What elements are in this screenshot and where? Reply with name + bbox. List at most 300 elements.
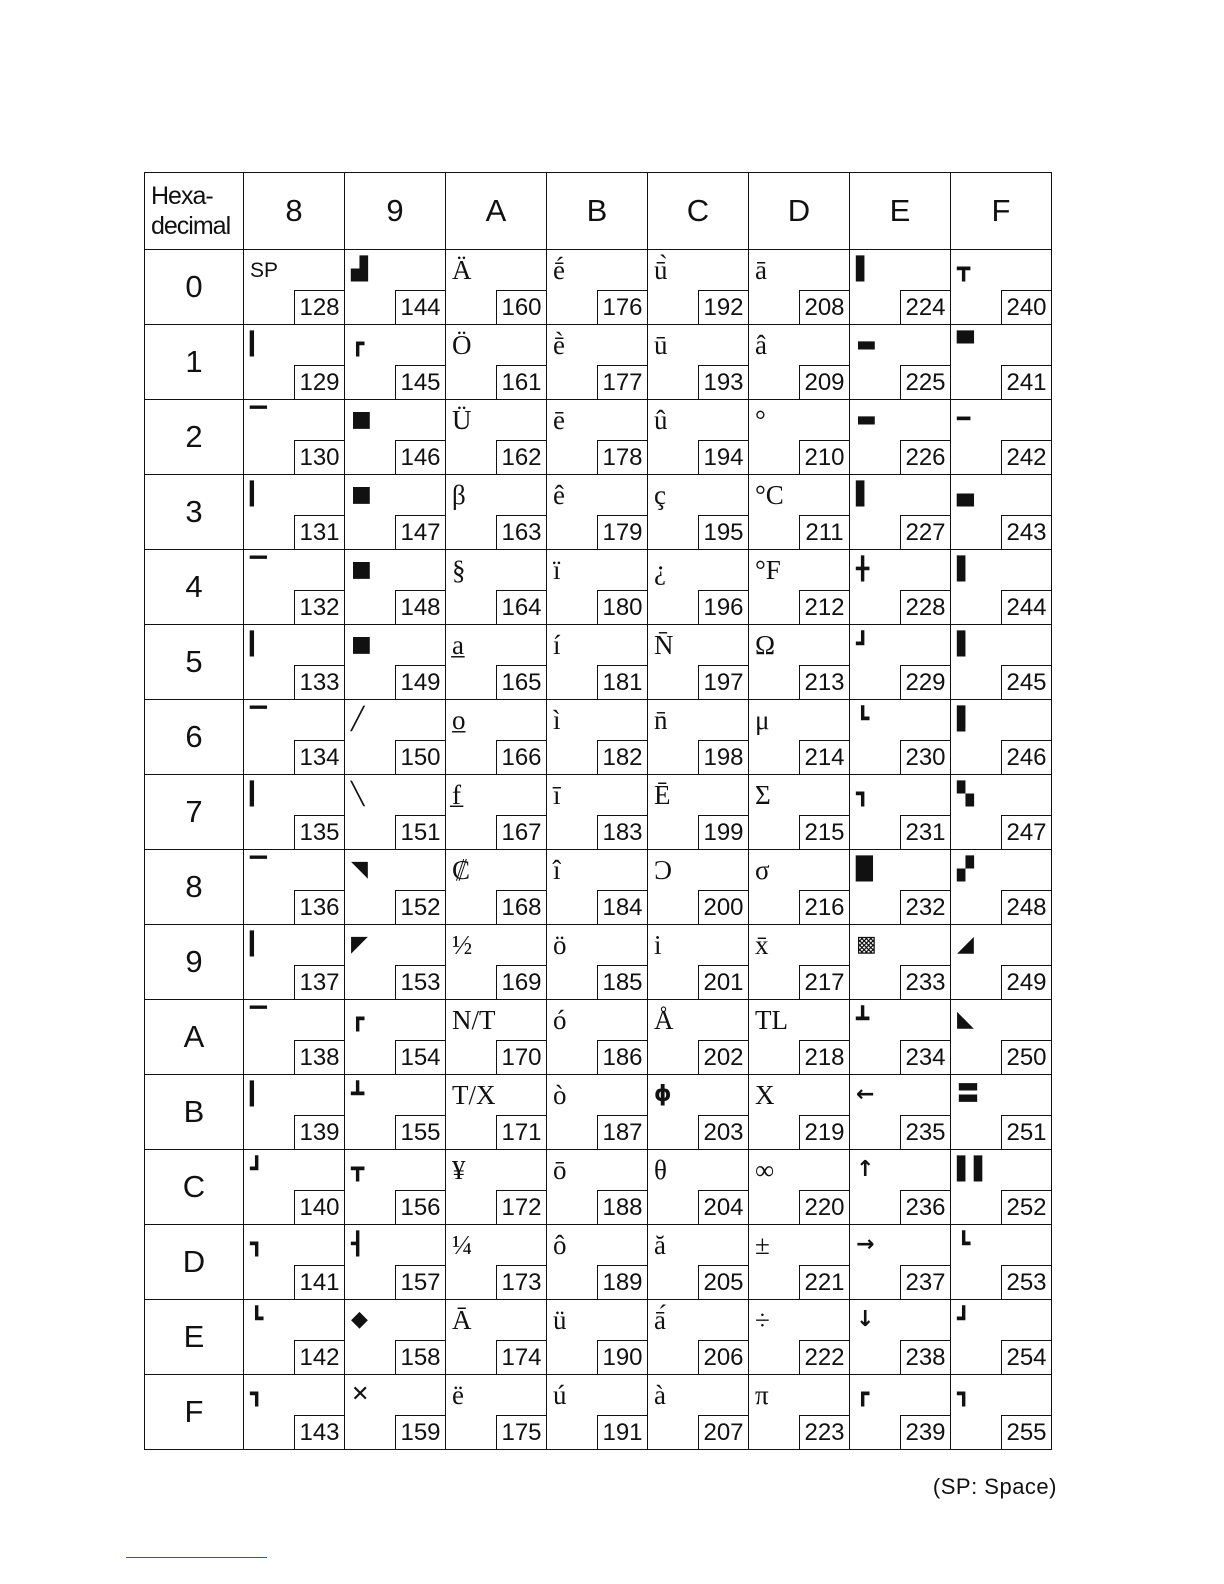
- table-row: [145, 1225, 1052, 1300]
- char-glyph: ê: [553, 480, 565, 510]
- char-cell: [547, 1075, 648, 1150]
- char-glyph: ë: [452, 1380, 464, 1410]
- decimal-code: 246: [1001, 740, 1051, 774]
- decimal-code: 200: [698, 890, 748, 924]
- char-cell: [648, 250, 749, 325]
- char-glyph: ▌▌: [957, 1157, 991, 1182]
- column-header: A: [446, 173, 547, 250]
- table-row: [145, 775, 1052, 850]
- decimal-code: 250: [1001, 1040, 1051, 1074]
- char-glyph: ē: [553, 405, 565, 435]
- char-cell: [850, 850, 951, 925]
- char-cell: [446, 775, 547, 850]
- decimal-code: 186: [597, 1040, 647, 1074]
- char-cell: [749, 1150, 850, 1225]
- char-glyph: ▌: [957, 707, 974, 732]
- char-glyph: ▬: [856, 407, 877, 432]
- decimal-code: 134: [294, 740, 344, 774]
- char-cell: [951, 700, 1052, 775]
- char-cell: [244, 625, 345, 700]
- char-cell: [951, 1225, 1052, 1300]
- char-cell: [345, 1150, 446, 1225]
- char-glyph: °F: [755, 555, 781, 585]
- char-cell: [345, 700, 446, 775]
- char-glyph: ▀: [957, 332, 974, 357]
- char-cell: [446, 1075, 547, 1150]
- char-glyph: ▚: [957, 782, 974, 807]
- decimal-code: 230: [900, 740, 950, 774]
- char-cell: [951, 250, 1052, 325]
- char-cell: [648, 1225, 749, 1300]
- char-glyph: N/T: [452, 1005, 496, 1035]
- char-glyph: σ: [755, 855, 770, 885]
- row-header: 9: [145, 925, 244, 1000]
- char-cell: [648, 1075, 749, 1150]
- row-header: A: [145, 1000, 244, 1075]
- decimal-code: 223: [799, 1415, 849, 1449]
- footnote: (SP: Space): [932, 1474, 1057, 1499]
- decimal-code: 224: [900, 290, 950, 324]
- char-cell: [446, 550, 547, 625]
- char-glyph: SP: [250, 259, 279, 282]
- char-glyph: ō: [553, 1155, 567, 1185]
- decimal-code: 253: [1001, 1265, 1051, 1299]
- decimal-code: 183: [597, 815, 647, 849]
- char-cell: [749, 625, 850, 700]
- decimal-code: 215: [799, 815, 849, 849]
- char-glyph: í: [553, 630, 561, 660]
- char-glyph: ÷: [755, 1305, 770, 1335]
- decimal-code: 212: [799, 590, 849, 624]
- char-cell: [648, 700, 749, 775]
- char-cell: [850, 1375, 951, 1450]
- char-glyph: Å: [654, 1005, 674, 1035]
- decimal-code: 210: [799, 440, 849, 474]
- char-glyph: ḕ: [553, 330, 565, 360]
- decimal-code: 132: [294, 590, 344, 624]
- decimal-code: 135: [294, 815, 344, 849]
- char-glyph: ▎: [250, 1082, 267, 1107]
- decimal-code: 136: [294, 890, 344, 924]
- row-header: 6: [145, 700, 244, 775]
- decimal-code: 214: [799, 740, 849, 774]
- char-glyph: ā́: [654, 1305, 666, 1335]
- char-cell: [850, 1300, 951, 1375]
- decimal-code: 130: [294, 440, 344, 474]
- char-cell: [446, 625, 547, 700]
- char-cell: [648, 1000, 749, 1075]
- char-glyph: ½: [452, 930, 473, 960]
- char-cell: [749, 1075, 850, 1150]
- decimal-code: 217: [799, 965, 849, 999]
- char-glyph: ▄: [957, 482, 974, 507]
- decimal-code: 178: [597, 440, 647, 474]
- decimal-code: 254: [1001, 1340, 1051, 1374]
- decimal-code: 221: [799, 1265, 849, 1299]
- decimal-code: 204: [698, 1190, 748, 1224]
- char-cell: [850, 625, 951, 700]
- char-glyph: N̄: [654, 630, 674, 660]
- decimal-code: 244: [1001, 590, 1051, 624]
- decimal-code: 163: [496, 515, 546, 549]
- char-cell: [648, 1300, 749, 1375]
- char-cell: [547, 325, 648, 400]
- decimal-code: 133: [294, 665, 344, 699]
- char-glyph: f̲: [452, 780, 461, 810]
- char-cell: [850, 775, 951, 850]
- char-cell: [749, 325, 850, 400]
- char-glyph: ϕ: [654, 1082, 672, 1107]
- decimal-code: 171: [496, 1115, 546, 1149]
- char-glyph: ū̀: [654, 255, 668, 285]
- row-header: E: [145, 1300, 244, 1375]
- char-glyph: ▔: [250, 407, 267, 432]
- decimal-code: 242: [1001, 440, 1051, 474]
- char-cell: [244, 925, 345, 1000]
- char-cell: [244, 1375, 345, 1450]
- char-cell: [547, 1300, 648, 1375]
- decimal-code: 142: [294, 1340, 344, 1374]
- decimal-code: 196: [698, 590, 748, 624]
- char-glyph: ┓: [250, 1232, 264, 1257]
- table-row: [145, 325, 1052, 400]
- decimal-code: 232: [900, 890, 950, 924]
- char-glyph: 〓: [957, 1082, 980, 1107]
- char-glyph: ┓: [856, 782, 870, 807]
- decimal-code: 226: [900, 440, 950, 474]
- char-glyph: ┳: [351, 1157, 365, 1182]
- char-cell: [446, 475, 547, 550]
- char-glyph: ◢: [957, 932, 974, 957]
- char-glyph: ü: [553, 1305, 567, 1335]
- char-cell: [446, 850, 547, 925]
- decimal-code: 234: [900, 1040, 950, 1074]
- char-cell: [648, 925, 749, 1000]
- char-glyph: ▩: [856, 932, 877, 957]
- char-cell: [446, 925, 547, 1000]
- char-cell: [749, 850, 850, 925]
- char-glyph: ū: [654, 330, 668, 360]
- decimal-code: 179: [597, 515, 647, 549]
- decimal-code: 205: [698, 1265, 748, 1299]
- char-cell: [850, 925, 951, 1000]
- char-cell: [951, 775, 1052, 850]
- char-cell: [648, 1150, 749, 1225]
- char-glyph: ā: [755, 255, 767, 285]
- char-glyph: Ω: [755, 630, 776, 660]
- char-cell: [345, 1000, 446, 1075]
- decimal-code: 187: [597, 1115, 647, 1149]
- decimal-code: 190: [597, 1340, 647, 1374]
- char-glyph: ▎: [250, 332, 267, 357]
- table-row: [145, 400, 1052, 475]
- char-glyph: →: [856, 1232, 875, 1257]
- decimal-code: 128: [294, 290, 344, 324]
- char-cell: [749, 475, 850, 550]
- char-cell: [244, 325, 345, 400]
- char-cell: [244, 1075, 345, 1150]
- decimal-code: 206: [698, 1340, 748, 1374]
- decimal-code: 228: [900, 590, 950, 624]
- row-header: D: [145, 1225, 244, 1300]
- table-row: [145, 1075, 1052, 1150]
- decimal-code: 211: [799, 515, 849, 549]
- column-header-row: [145, 173, 1052, 250]
- bottom-rule: [126, 1557, 267, 1558]
- char-cell: [951, 625, 1052, 700]
- column-header: C: [648, 173, 749, 250]
- char-glyph: x̄: [755, 930, 769, 960]
- char-glyph: ∞: [755, 1155, 775, 1185]
- char-cell: [446, 1150, 547, 1225]
- decimal-code: 144: [395, 290, 445, 324]
- char-glyph: ▎: [250, 632, 267, 657]
- char-cell: [547, 1150, 648, 1225]
- decimal-code: 208: [799, 290, 849, 324]
- char-cell: [446, 1375, 547, 1450]
- char-cell: [446, 1225, 547, 1300]
- char-cell: [446, 1000, 547, 1075]
- char-glyph: ┏: [351, 332, 365, 357]
- char-glyph: Ā: [452, 1305, 472, 1335]
- decimal-code: 201: [698, 965, 748, 999]
- decimal-code: 182: [597, 740, 647, 774]
- char-glyph: ¼: [452, 1230, 473, 1260]
- char-cell: [749, 1300, 850, 1375]
- table-row: [145, 700, 1052, 775]
- char-glyph: ━: [957, 407, 971, 432]
- row-header: F: [145, 1375, 244, 1450]
- char-cell: [244, 700, 345, 775]
- decimal-code: 245: [1001, 665, 1051, 699]
- decimal-code: 165: [496, 665, 546, 699]
- char-cell: [345, 550, 446, 625]
- char-glyph: ┛: [856, 632, 870, 657]
- char-cell: [951, 1150, 1052, 1225]
- char-cell: [648, 475, 749, 550]
- char-glyph: a̲: [452, 630, 464, 660]
- char-cell: [345, 250, 446, 325]
- char-cell: [850, 1150, 951, 1225]
- decimal-code: 243: [1001, 515, 1051, 549]
- char-glyph: ┳: [957, 257, 971, 282]
- char-glyph: ú: [553, 1380, 567, 1410]
- char-cell: [648, 400, 749, 475]
- table-row: [145, 550, 1052, 625]
- char-cell: [648, 850, 749, 925]
- corner-header: [145, 173, 244, 250]
- char-cell: [547, 700, 648, 775]
- char-cell: [749, 400, 850, 475]
- decimal-code: 236: [900, 1190, 950, 1224]
- char-glyph: μ: [755, 705, 770, 735]
- char-glyph: π: [755, 1380, 769, 1410]
- decimal-code: 180: [597, 590, 647, 624]
- decimal-code: 222: [799, 1340, 849, 1374]
- row-header: 5: [145, 625, 244, 700]
- row-header: B: [145, 1075, 244, 1150]
- decimal-code: 255: [1001, 1415, 1051, 1449]
- table-row: [145, 1000, 1052, 1075]
- decimal-code: 137: [294, 965, 344, 999]
- char-cell: [951, 1000, 1052, 1075]
- decimal-code: 191: [597, 1415, 647, 1449]
- decimal-code: 166: [496, 740, 546, 774]
- char-cell: [850, 325, 951, 400]
- char-glyph: ô: [553, 1230, 567, 1260]
- char-cell: [547, 250, 648, 325]
- char-glyph: ï: [553, 555, 561, 585]
- decimal-code: 181: [597, 665, 647, 699]
- char-cell: [951, 475, 1052, 550]
- char-cell: [244, 1150, 345, 1225]
- decimal-code: 202: [698, 1040, 748, 1074]
- char-cell: [345, 1300, 446, 1375]
- decimal-code: 145: [395, 365, 445, 399]
- char-cell: [547, 1225, 648, 1300]
- char-glyph: ó: [553, 1005, 567, 1035]
- char-glyph: θ: [654, 1155, 667, 1185]
- char-cell: [244, 550, 345, 625]
- decimal-code: 157: [395, 1265, 445, 1299]
- char-glyph: ◥: [351, 857, 368, 882]
- decimal-code: 185: [597, 965, 647, 999]
- corner-line-2: decimal: [151, 212, 231, 240]
- char-cell: [446, 400, 547, 475]
- char-glyph: ╲: [351, 782, 365, 807]
- char-cell: [547, 550, 648, 625]
- char-glyph: ▔: [250, 1007, 267, 1032]
- char-glyph: ■: [351, 407, 372, 432]
- char-glyph: ö: [553, 930, 567, 960]
- char-cell: [648, 625, 749, 700]
- char-cell: [850, 550, 951, 625]
- char-cell: [850, 250, 951, 325]
- char-glyph: ┓: [957, 1382, 971, 1407]
- decimal-code: 235: [900, 1115, 950, 1149]
- char-cell: [547, 625, 648, 700]
- char-glyph: ┏: [351, 1007, 365, 1032]
- decimal-code: 189: [597, 1265, 647, 1299]
- decimal-code: 227: [900, 515, 950, 549]
- decimal-code: 152: [395, 890, 445, 924]
- char-glyph: ḗ: [553, 255, 565, 285]
- char-cell: [345, 625, 446, 700]
- decimal-code: 147: [395, 515, 445, 549]
- char-glyph: ┗: [250, 1307, 264, 1332]
- char-glyph: ▞: [957, 857, 974, 882]
- char-cell: [345, 400, 446, 475]
- decimal-code: 237: [900, 1265, 950, 1299]
- char-cell: [749, 700, 850, 775]
- column-header: B: [547, 173, 648, 250]
- char-glyph: ┗: [957, 1232, 971, 1257]
- char-cell: [547, 400, 648, 475]
- char-glyph: ▌: [957, 557, 974, 582]
- char-cell: [244, 775, 345, 850]
- decimal-code: 143: [294, 1415, 344, 1449]
- char-glyph: n̄: [654, 705, 668, 735]
- char-cell: [244, 250, 345, 325]
- char-glyph: ┗: [856, 707, 870, 732]
- char-glyph: ◤: [351, 932, 368, 957]
- decimal-code: 169: [496, 965, 546, 999]
- row-header: 8: [145, 850, 244, 925]
- char-glyph: X: [755, 1080, 775, 1110]
- table-row: [145, 1375, 1052, 1450]
- char-cell: [951, 550, 1052, 625]
- decimal-code: 139: [294, 1115, 344, 1149]
- row-header: 7: [145, 775, 244, 850]
- decimal-code: 138: [294, 1040, 344, 1074]
- char-cell: [345, 475, 446, 550]
- char-cell: [244, 475, 345, 550]
- decimal-code: 213: [799, 665, 849, 699]
- char-cell: [648, 775, 749, 850]
- char-glyph: ₡: [452, 855, 471, 885]
- char-glyph: ✕: [351, 1382, 370, 1407]
- table-body: [145, 250, 1052, 1450]
- decimal-code: 252: [1001, 1190, 1051, 1224]
- char-cell: [547, 475, 648, 550]
- char-cell: [446, 325, 547, 400]
- table-row: [145, 1150, 1052, 1225]
- decimal-code: 216: [799, 890, 849, 924]
- decimal-code: 251: [1001, 1115, 1051, 1149]
- char-cell: [547, 850, 648, 925]
- decimal-code: 207: [698, 1415, 748, 1449]
- char-glyph: §: [452, 555, 466, 585]
- decimal-code: 167: [496, 815, 546, 849]
- char-glyph: Ä: [452, 255, 472, 285]
- decimal-code: 203: [698, 1115, 748, 1149]
- char-glyph: ◆: [351, 1307, 368, 1332]
- char-glyph: ç: [654, 480, 666, 510]
- char-glyph: ←: [856, 1082, 875, 1107]
- decimal-code: 172: [496, 1190, 546, 1224]
- decimal-code: 160: [496, 290, 546, 324]
- decimal-code: 176: [597, 290, 647, 324]
- char-cell: [547, 1375, 648, 1450]
- char-glyph: █: [856, 857, 873, 882]
- char-cell: [345, 325, 446, 400]
- decimal-code: 161: [496, 365, 546, 399]
- table-row: [145, 625, 1052, 700]
- column-header: F: [951, 173, 1052, 250]
- char-glyph: ▔: [250, 557, 267, 582]
- char-glyph: ▎: [250, 482, 267, 507]
- decimal-code: 225: [900, 365, 950, 399]
- decimal-code: 155: [395, 1115, 445, 1149]
- char-glyph: T/X: [452, 1080, 496, 1110]
- char-cell: [345, 1225, 446, 1300]
- table-row: [145, 250, 1052, 325]
- char-cell: [749, 250, 850, 325]
- char-cell: [648, 325, 749, 400]
- char-glyph: ╋: [856, 557, 870, 582]
- decimal-code: 174: [496, 1340, 546, 1374]
- char-glyph: ┻: [856, 1007, 870, 1032]
- row-header: 4: [145, 550, 244, 625]
- column-header: 8: [244, 173, 345, 250]
- decimal-code: 164: [496, 590, 546, 624]
- character-code-table: [144, 172, 1052, 1450]
- char-cell: [850, 700, 951, 775]
- char-glyph: TL: [755, 1005, 788, 1035]
- char-glyph: ò: [553, 1080, 567, 1110]
- char-glyph: Σ: [755, 780, 771, 810]
- char-glyph: o̲: [452, 705, 466, 735]
